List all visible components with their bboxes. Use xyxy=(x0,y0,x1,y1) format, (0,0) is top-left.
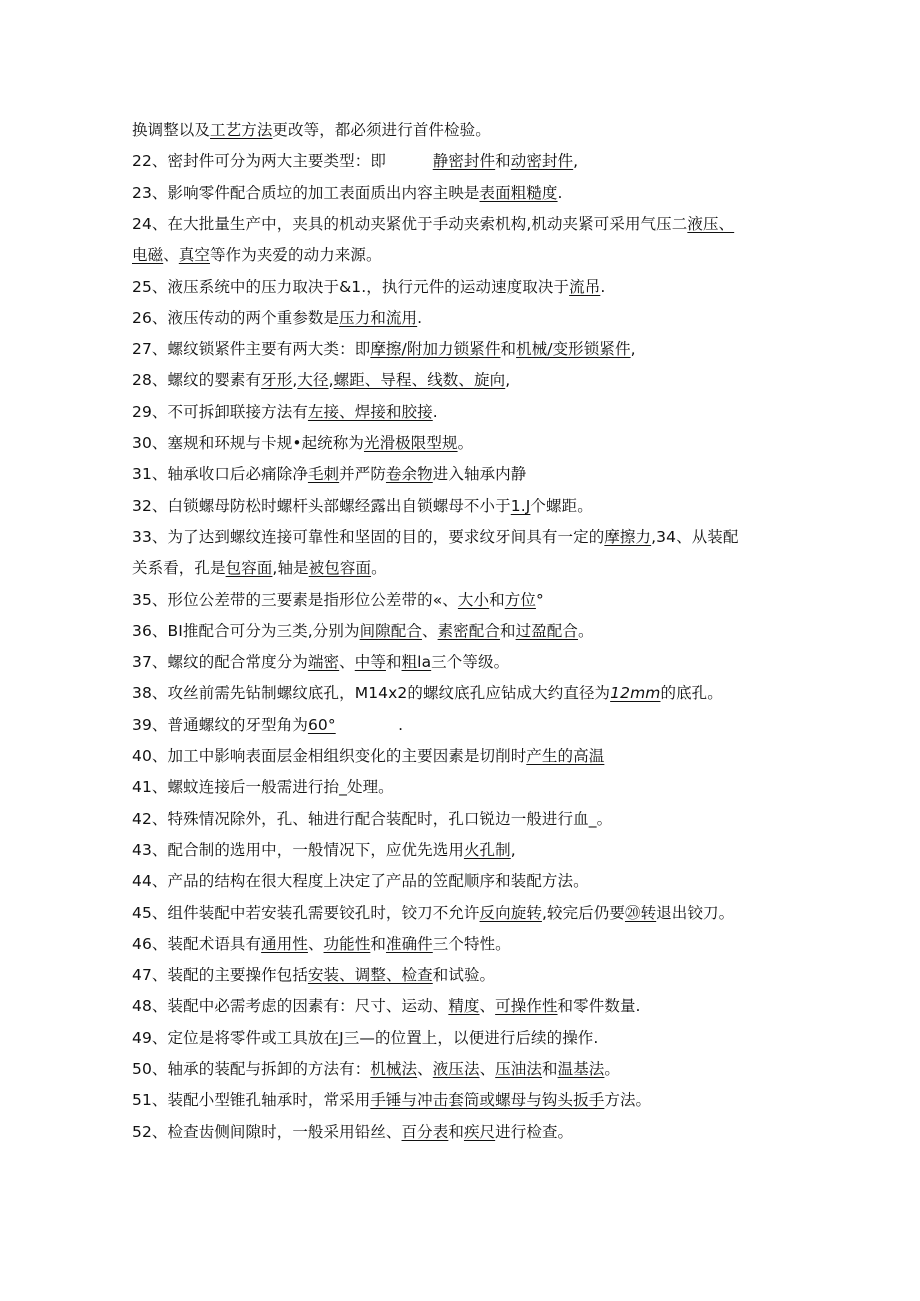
text-segment: 38、攻丝前需先钻制螺纹底孔，M14x2的螺纹底孔应钻成大约直径为 xyxy=(132,684,611,702)
text-line xyxy=(132,1027,792,1049)
underlined-answer: 百分表 xyxy=(401,1123,449,1141)
underlined-answer: 准确件 xyxy=(385,935,433,953)
underlined-answer: 反向旋转 xyxy=(479,904,542,922)
underlined-answer: 产生的高温 xyxy=(526,747,605,765)
text-segment: 的底孔。 xyxy=(660,684,723,702)
text-segment: 。 xyxy=(604,1060,621,1078)
text-line xyxy=(132,776,792,798)
text-segment: , xyxy=(505,371,511,389)
text-segment: 33、为了达到螺纹连接可靠性和坚固的目的，要求纹牙间具有一定的 xyxy=(132,528,605,546)
underlined-answer: 动密封件 xyxy=(510,152,574,170)
text-segment: 46、装配术语具有 xyxy=(132,935,262,953)
text-segment: 32、白锁螺母防松时螺杆头部螺经露出自锁螺母不小于 xyxy=(132,497,511,515)
text-segment: 并严防 xyxy=(339,465,386,483)
underlined-answer: 疾尺 xyxy=(463,1123,496,1141)
underlined-answer: 螺距、导程、线数、旋向 xyxy=(333,371,506,389)
underlined-answer: 毛刺 xyxy=(307,465,340,483)
text-segment: 27、螺纹锁紧件主要有两大类：即 xyxy=(132,340,371,358)
underlined-answer: 机械/变形锁紧件 xyxy=(516,340,631,358)
underlined-answer: 电磁 xyxy=(132,246,164,264)
text-segment: 29、不可拆卸联接方法有 xyxy=(132,403,308,421)
text-line xyxy=(132,369,792,391)
text-segment: 、 xyxy=(479,997,496,1015)
text-line xyxy=(132,338,792,360)
underlined-answer: 液压法 xyxy=(432,1060,480,1078)
text-segment: 26、液压传动的两个重参数是 xyxy=(132,309,340,327)
underlined-answer: 大径 xyxy=(297,371,329,389)
text-segment: 和 xyxy=(385,653,402,671)
text-segment: 三个特性。 xyxy=(432,935,511,953)
text-segment: ,轴是 xyxy=(272,559,309,577)
text-segment: ° xyxy=(535,591,544,609)
text-segment: 进行检查。 xyxy=(495,1123,574,1141)
underlined-answer: 安装、调整、检查 xyxy=(307,966,433,984)
underlined-answer: 大小 xyxy=(457,591,490,609)
underlined-answer: 中等 xyxy=(354,653,386,671)
text-line xyxy=(132,1121,792,1143)
text-segment: 和试验。 xyxy=(432,966,496,984)
underlined-answer: 手锤与冲击套筒或螺母与钩头扳手 xyxy=(370,1091,605,1109)
text-line xyxy=(132,902,792,924)
underlined-answer: 被包容面 xyxy=(308,559,372,577)
text-line xyxy=(132,682,792,704)
text-segment: 三个等级。 xyxy=(431,653,510,671)
text-segment: 43、配合制的选用中，一般情况下，应优先选用 xyxy=(132,841,464,859)
underlined-answer: 火孔制 xyxy=(463,841,511,859)
text-segment: . xyxy=(432,403,438,421)
underlined-answer: 1.J xyxy=(510,497,531,515)
text-segment: 进入轴承内静 xyxy=(432,465,527,483)
text-line xyxy=(132,401,792,423)
text-line xyxy=(132,307,792,329)
text-segment: 和零件数量. xyxy=(557,997,641,1015)
text-segment: 、 xyxy=(307,935,324,953)
text-segment: 30、塞规和环规与卡规•起统称为 xyxy=(132,434,364,452)
text-segment: 和 xyxy=(489,591,505,609)
text-line xyxy=(132,839,792,861)
underlined-answer: 60° xyxy=(307,716,336,734)
text-segment: 23、影响零件配合质垃的加工表面质出内容主映是 xyxy=(132,184,480,202)
underlined-answer: 牙形 xyxy=(261,371,293,389)
text-segment: , xyxy=(573,152,579,170)
text-segment: 个螺距。 xyxy=(530,497,593,515)
text-segment: 50、轴承的装配与拆卸的方法有： xyxy=(132,1060,371,1078)
text-segment: 31、轴承收口后必痛除净 xyxy=(132,465,308,483)
text-segment: 、 xyxy=(339,653,355,671)
text-segment: 52、检查齿侧间隙时，一般采用铅丝、 xyxy=(132,1123,402,1141)
underlined-answer: 真空 xyxy=(178,246,211,264)
text-segment: . xyxy=(557,184,563,202)
text-segment: . xyxy=(335,716,404,734)
text-line xyxy=(132,526,792,548)
text-segment: 和 xyxy=(499,622,516,640)
text-segment: 退出铰刀。 xyxy=(656,904,735,922)
underlined-answer: 表面粗糙度 xyxy=(479,184,558,202)
text-line xyxy=(132,276,792,298)
text-segment: 36、BI推配合可分为三类,分别为 xyxy=(132,622,360,640)
underlined-answer: 12mm xyxy=(610,684,661,702)
underlined-answer: 温基法 xyxy=(557,1060,605,1078)
text-segment: ,34、从装配 xyxy=(651,528,739,546)
underlined-answer: 功能性 xyxy=(323,935,371,953)
text-segment: 换调整以及 xyxy=(132,121,211,139)
underlined-answer: 过盈配合 xyxy=(515,622,578,640)
text-line xyxy=(132,1089,792,1111)
text-segment: 44、产品的结构在很大程度上决定了产品的笠配顺序和装配方法。 xyxy=(132,872,589,890)
text-line xyxy=(132,964,792,986)
text-segment: 22、密封件可分为两大主要类型：即 xyxy=(132,152,433,170)
text-line xyxy=(132,213,792,235)
underlined-answer: 左接、焊接和胶接 xyxy=(307,403,433,421)
text-line xyxy=(132,119,792,141)
text-segment: , xyxy=(292,371,298,389)
text-segment: 和 xyxy=(541,1060,558,1078)
text-segment: 、 xyxy=(417,1060,433,1078)
underlined-answer: 压油法 xyxy=(495,1060,542,1078)
underlined-answer: 机械法 xyxy=(370,1060,418,1078)
text-line xyxy=(132,745,792,767)
text-segment: 40、加工中影响表面层金相组织变化的主要因素是切削时 xyxy=(132,747,527,765)
text-segment: 。 xyxy=(457,434,474,452)
text-line xyxy=(132,182,792,204)
text-line xyxy=(132,495,792,517)
text-line xyxy=(132,557,792,579)
underlined-answer: 静密封件 xyxy=(432,152,496,170)
underlined-answer: 光滑极限型规 xyxy=(363,434,458,452)
text-segment: 和 xyxy=(448,1123,464,1141)
text-segment: 47、装配的主要操作包括 xyxy=(132,966,308,984)
text-segment: 28、螺纹的婴素有 xyxy=(132,371,262,389)
underlined-answer: 素密配合 xyxy=(437,622,500,640)
text-segment: 49、定位是将零件或工具放在J三—的位置上，以便进行后续的操作. xyxy=(132,1029,599,1047)
underlined-answer: ⑳转 xyxy=(624,904,657,922)
text-segment: ,较完后仍要 xyxy=(541,904,625,922)
text-segment: 24、在大批量生产中，夹具的机动夹紧优于手动夹索机构,机动夹紧可采用气压二 xyxy=(132,215,688,233)
text-line xyxy=(132,150,792,172)
text-line xyxy=(132,651,792,673)
underlined-answer: 摩擦/附加力锁紧件 xyxy=(370,340,501,358)
underlined-answer: 精度 xyxy=(448,997,480,1015)
text-segment: 51、装配小型锥孔轴承时，常采用 xyxy=(132,1091,371,1109)
underlined-answer: 摩擦力 xyxy=(604,528,652,546)
underlined-answer: 粗la xyxy=(401,653,432,671)
underlined-answer: 通用性 xyxy=(261,935,308,953)
text-line xyxy=(132,933,792,955)
text-line xyxy=(132,244,792,266)
text-segment: 、 xyxy=(479,1060,496,1078)
text-segment: 25、液压系统中的压力取决于&1.，执行元件的运动速度取决于 xyxy=(132,278,570,296)
text-segment: 更改等，都必须进行首件检验。 xyxy=(272,121,491,139)
text-segment: 39、普通螺纹的牙型角为 xyxy=(132,716,308,734)
text-segment: 37、螺纹的配合常度分为 xyxy=(132,653,308,671)
text-segment: 。 xyxy=(371,559,387,577)
text-segment: 、 xyxy=(421,622,438,640)
text-line xyxy=(132,808,792,830)
text-segment: 和 xyxy=(500,340,517,358)
text-line xyxy=(132,463,792,485)
underlined-answer: 液压、 xyxy=(687,215,735,233)
text-segment: , xyxy=(328,371,334,389)
text-segment: 等作为夹爱的动力来源。 xyxy=(210,246,382,264)
text-line xyxy=(132,589,792,611)
text-segment: 45、组件装配中若安装孔需要铰孔时，铰刀不允许 xyxy=(132,904,480,922)
text-segment: . xyxy=(600,278,606,296)
text-segment: 42、特殊情况除外，孔、轴进行配合装配时，孔口锐边一般进行血_。 xyxy=(132,810,613,828)
text-segment: 、 xyxy=(163,246,179,264)
text-segment: 关系看，孔是 xyxy=(132,559,226,577)
text-line xyxy=(132,1058,792,1080)
text-segment: 和 xyxy=(495,152,511,170)
text-line xyxy=(132,432,792,454)
text-segment: , xyxy=(510,841,516,859)
text-segment: 41、螺蚊连接后一般需进行抬_处理。 xyxy=(132,778,394,796)
underlined-answer: 端密 xyxy=(307,653,340,671)
text-segment: . xyxy=(417,309,423,327)
underlined-answer: 间隙配合 xyxy=(359,622,422,640)
text-segment: 方法。 xyxy=(604,1091,652,1109)
text-line xyxy=(132,620,792,642)
text-segment: 。 xyxy=(578,622,594,640)
text-segment: 35、形位公差带的三要素是指形位公差带的«、 xyxy=(132,591,458,609)
underlined-answer: 压力和流用 xyxy=(339,309,418,327)
underlined-answer: 包容面 xyxy=(225,559,273,577)
underlined-answer: 流吊 xyxy=(569,278,601,296)
text-line xyxy=(132,714,792,736)
text-line xyxy=(132,870,792,892)
text-line xyxy=(132,995,792,1017)
underlined-answer: 工艺方法 xyxy=(210,121,273,139)
text-segment: 和 xyxy=(370,935,386,953)
underlined-answer: 卷余物 xyxy=(385,465,433,483)
underlined-answer: 方位 xyxy=(504,591,536,609)
text-segment: , xyxy=(630,340,636,358)
text-segment: 48、装配中必需考虑的因素有：尺寸、运动、 xyxy=(132,997,449,1015)
underlined-answer: 可操作性 xyxy=(495,997,558,1015)
